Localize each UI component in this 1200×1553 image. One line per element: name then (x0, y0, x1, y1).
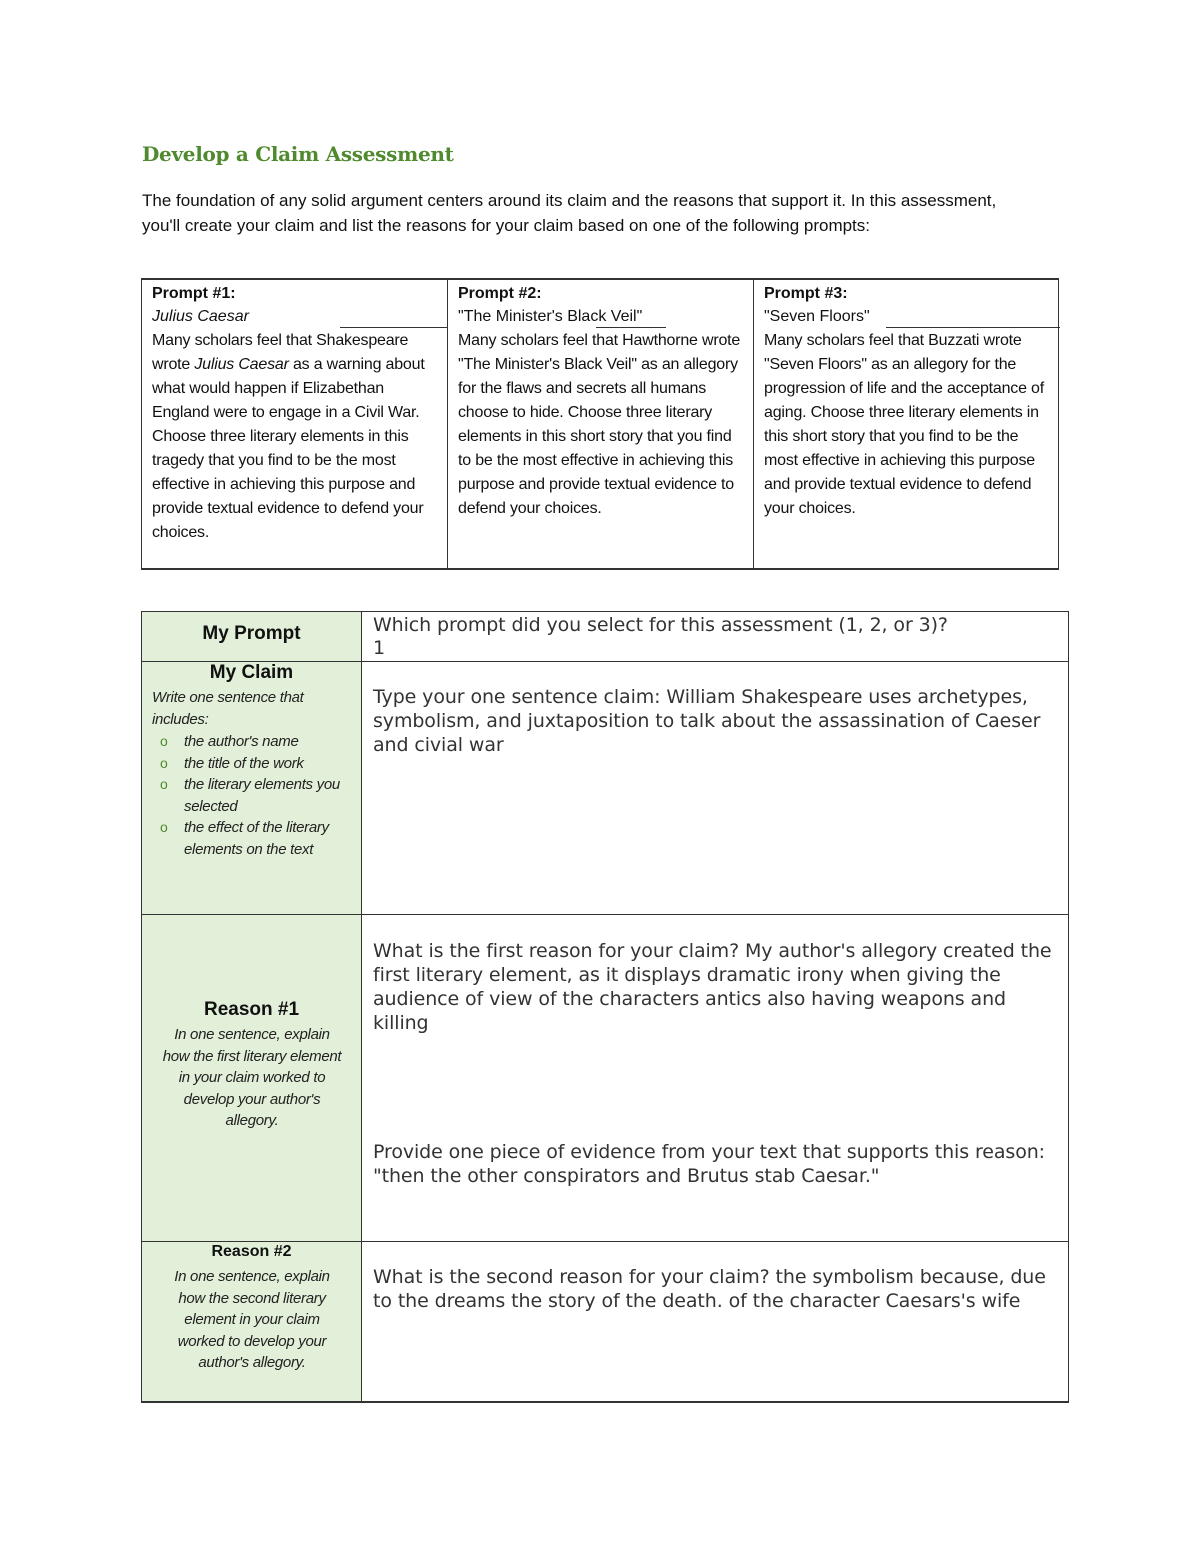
prompt-3-cell (753, 280, 1059, 568)
prompt-2-label: Prompt #2: (458, 285, 542, 302)
prompt-1-divider (340, 327, 448, 328)
circle-bullet-icon: o (160, 733, 168, 749)
my-claim-bullet (152, 817, 352, 860)
prompt-2-text: Many scholars feel that Hawthorne wrote "The Minister's Black Veil" as an allegory for the flaws and secrets all humans choose to hide. Choose three literary elements in this short story that you find to be the most effective in achieving this purpose and provide textual evidence to defend your choices. (458, 332, 741, 517)
my-claim-label: My Claim (209, 662, 294, 683)
prompt-1-text-a: Many scholars feel that Shakespeare wrote (152, 332, 409, 373)
reason-1-instruction: In one sentence, explain how the first literary element in your claim worked to develop your author's allegory. (162, 1026, 342, 1129)
document-title: Develop a Claim Assessment (142, 142, 454, 166)
my-claim-bullet (152, 774, 352, 817)
my-claim-bullet-text: the author's name (184, 733, 299, 750)
reason-2-label-cell (141, 1241, 362, 1403)
table-border-bottom (141, 1401, 1069, 1403)
my-claim-answer-cell[interactable] (362, 661, 1069, 914)
reason-2-answer-cell[interactable] (362, 1241, 1069, 1403)
my-claim-bullet-text: the effect of the literary elements on the text (184, 819, 329, 858)
reason-1-label-cell (141, 914, 362, 1241)
prompt-1-label: Prompt #1: (152, 285, 236, 302)
prompt-3-divider (886, 327, 1060, 328)
prompt-1-text-italic: Julius Caesar (194, 356, 289, 373)
prompt-1-work: Julius Caesar (152, 308, 249, 325)
reason-2-label: Reason #2 (211, 1243, 292, 1260)
prompt-1-text (152, 329, 442, 545)
reason-2-response[interactable]: What is the second reason for your claim? the symbolism because, due to the dreams the story of the death. of the character Caesars's wife (373, 1266, 1046, 1312)
circle-bullet-icon: o (160, 776, 168, 792)
table-border-top (141, 611, 1069, 612)
prompt-1-text-b: as a warning about what would happen if Elizabethan England were to engage in a Civil War. Choose three literary elements in this tragedy that you find to be the most effective in achieving this purpose and provide textual evidence to defend your choices. (152, 356, 425, 541)
my-claim-response[interactable]: Type your one sentence claim: William Shakespeare uses archetypes, symbolism, and juxtaposition to talk about the assassination of Caeser and civial war (373, 686, 1041, 756)
my-claim-bullet-text: the title of the work (184, 754, 304, 772)
my-claim-bullet (152, 731, 352, 753)
assessment-table (141, 611, 1069, 1403)
reason-1-evidence[interactable]: Provide one piece of evidence from your text that supports this reason: "then the other conspirators and Brutus stab Caesar." (373, 1141, 1045, 1187)
my-prompt-label: My Prompt (202, 623, 301, 644)
prompts-table (141, 278, 1059, 570)
reason-1-response[interactable]: What is the first reason for your claim? My author's allegory created the first literary element, as it displays dramatic irony when giving the audience of view of the characters antics also having weapons and killing (373, 940, 1052, 1034)
my-prompt-answer-cell[interactable] (362, 611, 1069, 661)
row-divider (141, 661, 1069, 662)
prompt-2-divider-b (596, 327, 666, 328)
prompt-3-text: Many scholars feel that Buzzati wrote "Seven Floors" as an allegory for the progression of life and the acceptance of aging. Choose three literary elements in this short story that you find to be the most effective in achieving this purpose and provide textual evidence to defend your choices. (764, 332, 1044, 517)
intro-paragraph: The foundation of any solid argument centers around its claim and the reasons that support it. In this assessment, you'll create your claim and list the reasons for your claim based on one of the following prompts: (142, 191, 997, 235)
circle-bullet-icon: o (160, 819, 168, 835)
row-divider (141, 914, 1069, 915)
my-claim-label-cell (141, 661, 362, 914)
prompt-3-label: Prompt #3: (764, 285, 848, 302)
my-prompt-label-cell (141, 611, 362, 661)
my-claim-bullet (152, 753, 352, 775)
prompt-2-cell (447, 280, 753, 568)
prompt-2-work: "The Minister's Black Veil" (458, 308, 643, 325)
my-claim-bullet-list (152, 731, 352, 860)
reason-1-row (141, 914, 1069, 1241)
my-prompt-answer[interactable]: 1 (373, 637, 385, 659)
my-claim-bullet-text: the literary elements you selected (184, 776, 340, 815)
row-divider (141, 1241, 1069, 1242)
my-prompt-question: Which prompt did you select for this assessment (1, 2, or 3)? (373, 614, 948, 636)
prompt-1-cell (141, 280, 447, 568)
my-claim-instruction: Write one sentence that includes: (152, 689, 304, 728)
my-prompt-row (141, 611, 1069, 661)
reason-2-row (141, 1241, 1069, 1403)
reason-2-instruction: In one sentence, explain how the second literary element in your claim worked to develop your author's allegory. (174, 1268, 330, 1371)
reason-1-answer-cell[interactable] (362, 914, 1069, 1241)
my-claim-row (141, 661, 1069, 914)
circle-bullet-icon: o (160, 754, 168, 771)
prompt-3-work: "Seven Floors" (764, 308, 870, 325)
reason-1-label: Reason #1 (203, 999, 300, 1020)
